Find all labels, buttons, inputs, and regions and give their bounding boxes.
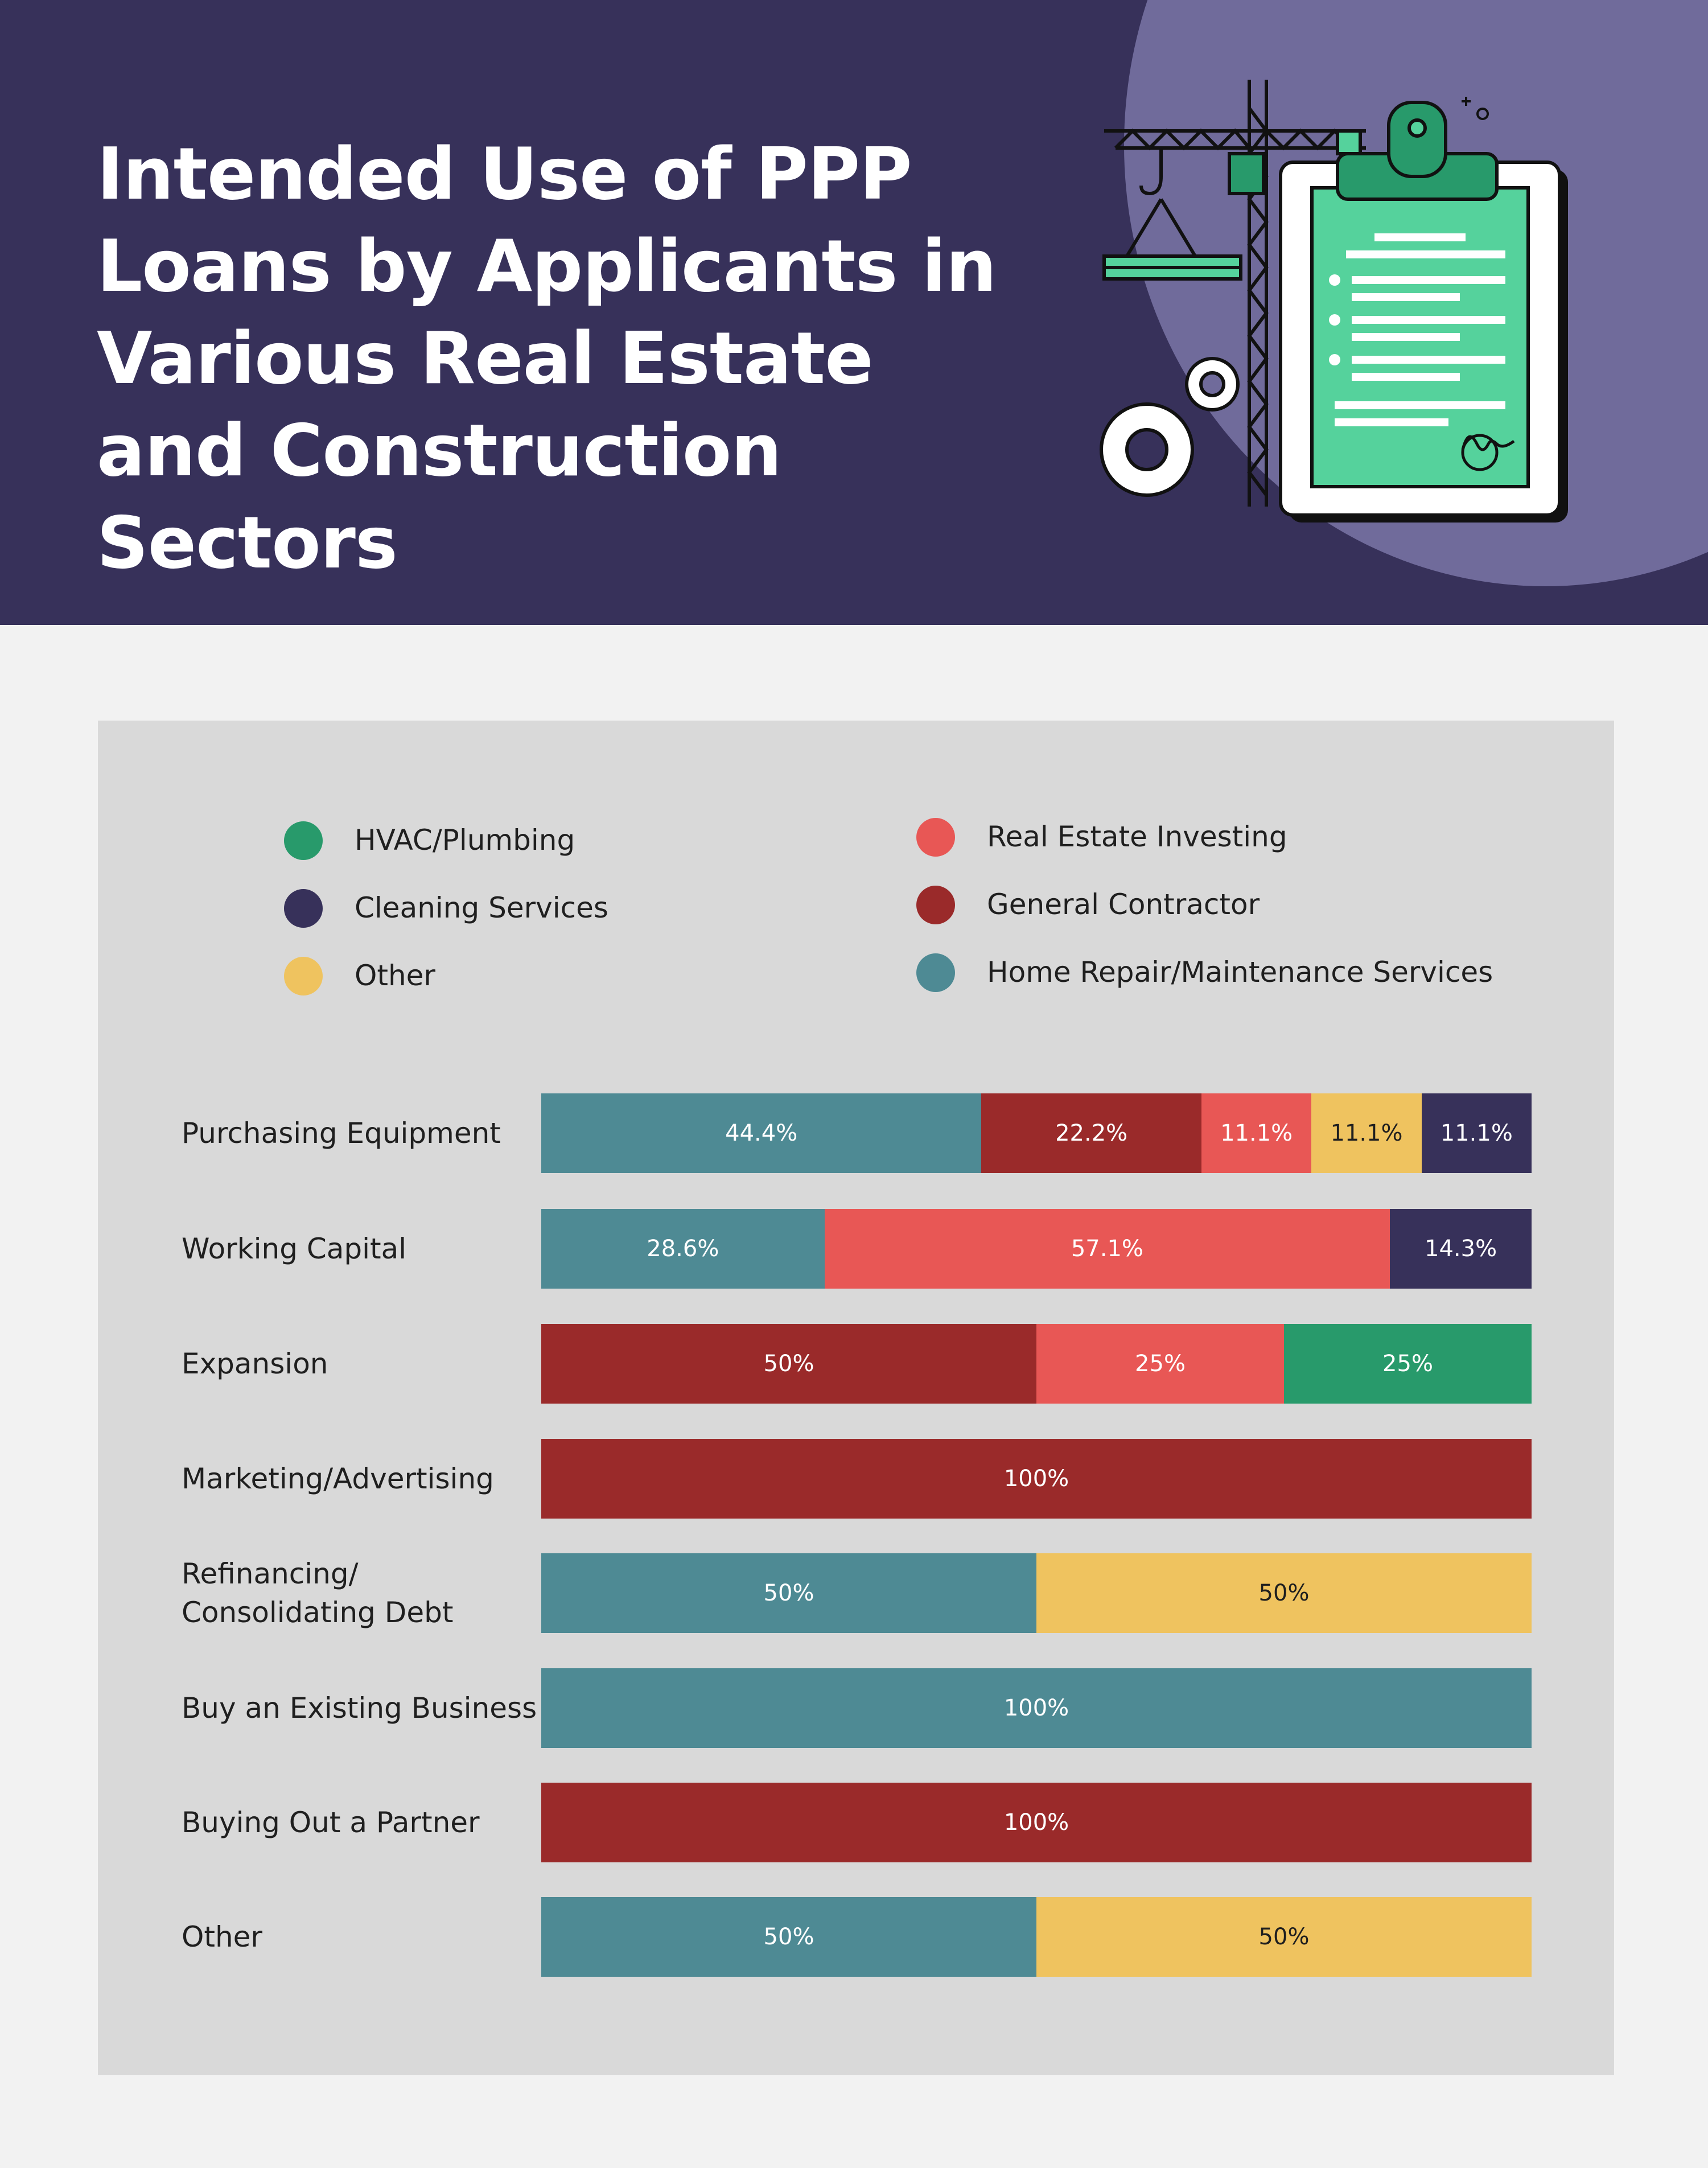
construction-clipboard-illustration	[1093, 74, 1571, 529]
stacked-bar	[541, 1783, 1532, 1862]
stacked-bar	[541, 1209, 1532, 1289]
bar-segment: 57.1%	[825, 1209, 1390, 1289]
legend-swatch	[916, 818, 955, 857]
bar-segment: 11.1%	[1311, 1093, 1421, 1173]
legend-swatch	[284, 889, 323, 928]
bar-segment: 50%	[541, 1324, 1036, 1404]
stacked-bar	[541, 1324, 1532, 1404]
bar-segment: 44.4%	[541, 1093, 981, 1173]
gear-icon	[1101, 359, 1238, 495]
category-label: Purchasing Equipment	[182, 1117, 501, 1150]
bar-segment: 100%	[541, 1439, 1532, 1519]
stacked-bar	[541, 1897, 1532, 1977]
bar-segment: 50%	[541, 1897, 1036, 1977]
legend-swatch	[916, 953, 955, 992]
legend-label: HVAC/Plumbing	[355, 824, 575, 857]
bar-segment: 22.2%	[981, 1093, 1201, 1173]
legend-swatch	[284, 821, 323, 860]
bar-segment: 100%	[541, 1783, 1532, 1862]
sparkle-icon	[1462, 97, 1488, 119]
category-label: Refinancing/ Consolidating Debt	[182, 1557, 454, 1629]
bar-segment: 50%	[1036, 1553, 1532, 1633]
stacked-bar	[541, 1093, 1532, 1173]
legend-label: Cleaning Services	[355, 891, 608, 924]
stacked-bar	[541, 1668, 1532, 1748]
legend-label: General Contractor	[987, 888, 1260, 921]
bar-segment: 25%	[1284, 1324, 1532, 1404]
header-banner	[0, 0, 1708, 625]
category-label: Buying Out a Partner	[182, 1806, 480, 1839]
legend-label: Real Estate Investing	[987, 820, 1287, 853]
legend-swatch	[284, 957, 323, 995]
bar-segment: 100%	[541, 1668, 1532, 1748]
bar-segment: 11.1%	[1201, 1093, 1311, 1173]
category-label: Buy an Existing Business	[182, 1692, 537, 1725]
category-label: Expansion	[182, 1347, 328, 1380]
clipboard-icon	[1281, 102, 1568, 523]
crane-counterweight-icon	[1337, 131, 1360, 154]
crane-cab-icon	[1229, 154, 1263, 194]
bar-segment: 50%	[1036, 1897, 1532, 1977]
stacked-bar	[541, 1439, 1532, 1519]
legend-label: Home Repair/Maintenance Services	[987, 956, 1493, 989]
stacked-bar	[541, 1553, 1532, 1633]
bar-segment: 28.6%	[541, 1209, 825, 1289]
category-label: Other	[182, 1920, 262, 1953]
legend-label: Other	[355, 959, 435, 992]
chart-panel	[98, 721, 1614, 2075]
page-title: Intended Use of PPP Loans by Applicants in Various Real Estate and Construction Sectors	[97, 132, 997, 585]
legend-swatch	[916, 886, 955, 924]
bar-segment: 14.3%	[1390, 1209, 1532, 1289]
bar-segment: 50%	[541, 1553, 1036, 1633]
category-label: Working Capital	[182, 1232, 407, 1265]
bar-segment: 11.1%	[1422, 1093, 1532, 1173]
bar-segment: 25%	[1036, 1324, 1284, 1404]
category-label: Marketing/Advertising	[182, 1462, 494, 1495]
